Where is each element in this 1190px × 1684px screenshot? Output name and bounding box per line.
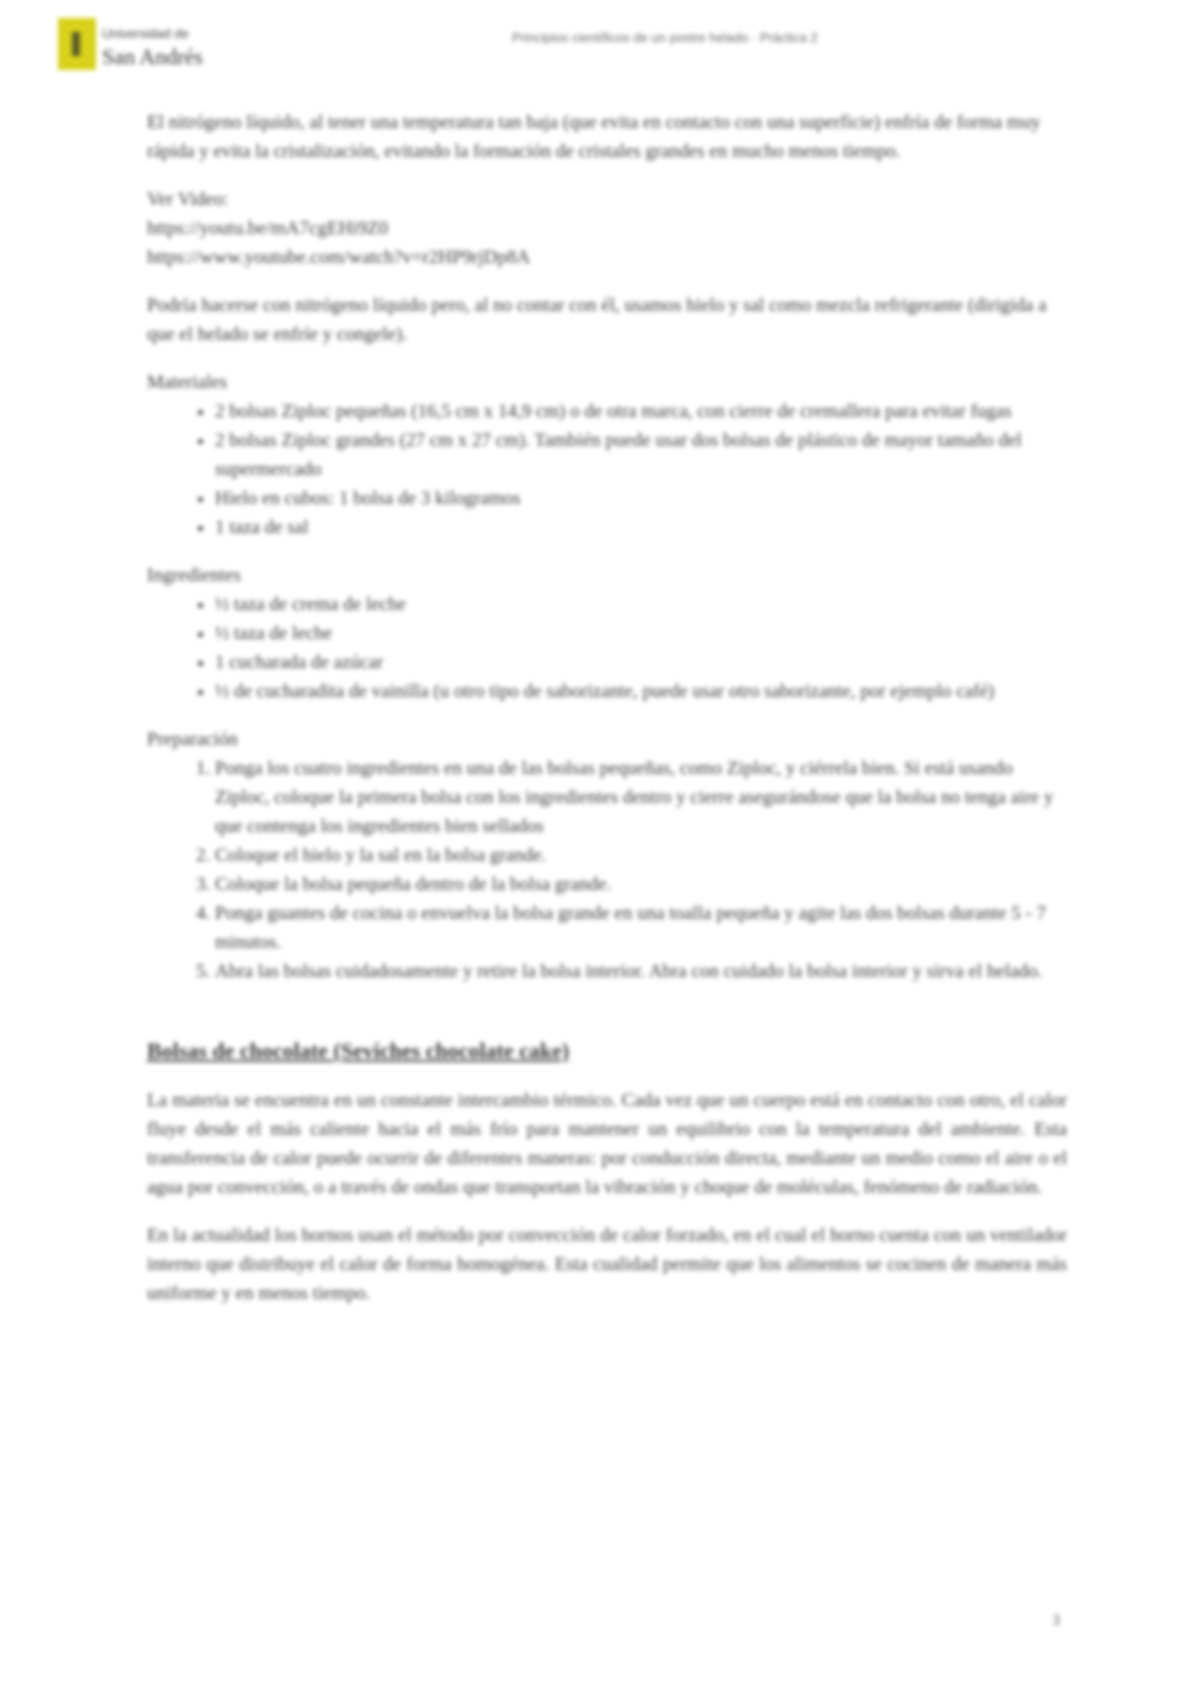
logo-mark-icon <box>58 18 96 70</box>
list-item: • 1 taza de sal <box>215 513 1067 542</box>
list-item: • 2 bolsas Ziploc grandes (27 cm x 27 cm). También puede usar dos bolsas de plástico de mayor tamaño del supermercado <box>215 426 1067 484</box>
list-item: • ½ taza de crema de leche <box>215 590 1067 619</box>
materials-list <box>147 397 1067 542</box>
list-item: 2. Coloque el hielo y la sal en la bolsa grande. <box>215 841 1067 870</box>
list-item: 4. Ponga guantes de cocina o envuelva la bolsa grande en una toalla pequeña y agite las dos bolsas durante 5 - 7 minutos. <box>215 899 1067 957</box>
intro-paragraph: El nitrógeno líquido, al tener una temperatura tan baja (que evita en contacto con una superficie) enfría de forma muy rápida y evita la cristalización, evitando la formación de cristales grandes en mucho menos tiempo. <box>147 112 1041 162</box>
list-item: • Hielo en cubos: 1 bolsa de 3 kilogramos <box>215 484 1067 513</box>
preparation-title: Preparación <box>147 729 238 750</box>
document-body <box>147 108 1067 1327</box>
university-logo <box>58 18 230 70</box>
logo-line-1: Universidad de <box>102 26 189 41</box>
list-item: • ½ taza de leche <box>215 619 1067 648</box>
list-item: 5. Abra las bolsas cuidadosamente y retire la bolsa interior. Abra con cuidado la bolsa interior y sirva el helado. <box>215 957 1067 986</box>
video-link-1[interactable]: https://youtu.be/mA7cgEHi9Z0 <box>147 218 389 239</box>
list-item: 1. Ponga los cuatro ingredientes en una de las bolsas pequeñas, como Ziploc, y ciérrela bien. Si está usando Ziploc, coloque la primera bolsa con los ingredientes dentro y cierre asegurándose que la bolsa no tenga aire y que contenga los ingredientes bien sellados <box>215 754 1067 841</box>
section-heading: Bolsas de chocolate (Seviches chocolate cake) <box>147 1038 570 1063</box>
list-item: • ½ de cucharadita de vainilla (u otro tipo de saborizante, puede usar otro saborizante, por ejemplo café) <box>215 677 1067 706</box>
ingredients-title: Ingredientes <box>147 565 241 586</box>
video-link-2[interactable]: https://www.youtube.com/watch?v=r2HP9rjDp8A <box>147 247 531 268</box>
page-number: 3 <box>1052 1612 1060 1629</box>
list-item: 3. Coloque la bolsa pequeña dentro de la bolsa grande. <box>215 870 1067 899</box>
list-item: • 1 cucharada de azúcar <box>215 648 1067 677</box>
section-paragraph-2: En la actualidad los hornos usan el método por convección de calor forzado, en el cual el horno cuenta con un ventilador interno que distribuye el calor de forma homogénea. Esta cualidad permite que los alimentos se cocinen de manera más uniforme y en menos tiempo. <box>147 1225 1067 1304</box>
list-item: • 2 bolsas Ziploc pequeñas (16,5 cm x 14,9 cm) o de otra marca, con cierre de cremallera para evitar fugas <box>215 397 1067 426</box>
video-label: Ver Video: <box>147 189 229 210</box>
ingredients-list <box>147 590 1067 706</box>
section-paragraph-1: La materia se encuentra en un constante intercambio térmico. Cada vez que un cuerpo está en contacto con otro, el calor fluye desde el más caliente hacia el más frío para mantener un equilibrio con la temperatura del ambiente. Esta transferencia de calor puede ocurrir de diferentes maneras: por conducción directa, mediante un medio como el aire o el agua por convección, o a través de ondas que transportan la vibración y choque de moléculas, fenómeno de radiación. <box>147 1090 1067 1198</box>
pot-paragraph: Podría hacerse con nitrógeno líquido pero, al no contar con él, usamos hielo y sal como mezcla refrigerante (dirigida a que el helado se enfríe y congele). <box>147 295 1047 345</box>
preparation-steps <box>147 754 1067 986</box>
running-header: Principios científicos de un postre helado · Práctica 2 <box>512 30 818 45</box>
logo-line-2: San Andrés <box>102 44 203 69</box>
materials-title: Materiales <box>147 372 228 393</box>
